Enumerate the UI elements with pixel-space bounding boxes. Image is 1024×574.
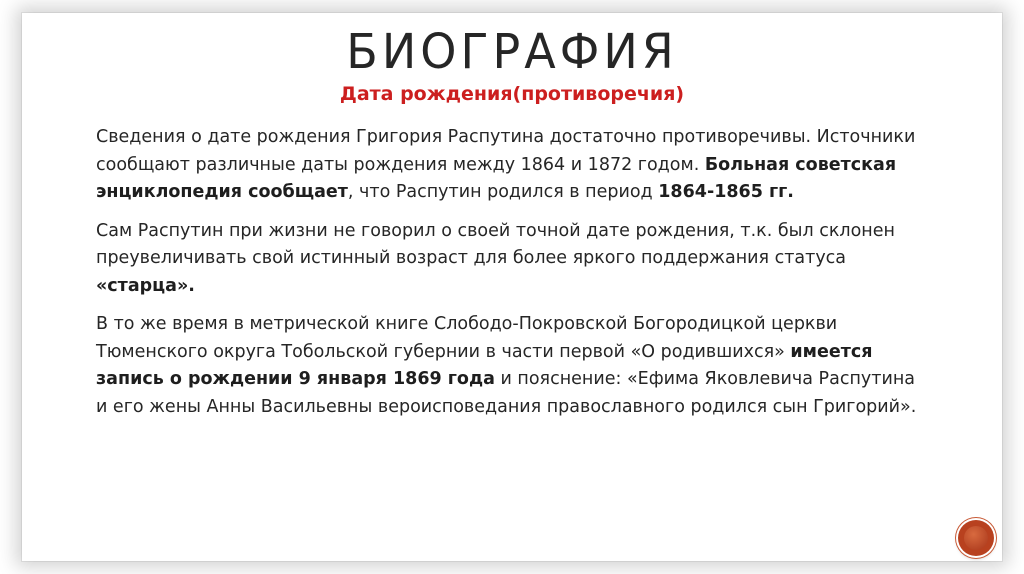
paragraph-2-bold-1: «старца». — [96, 275, 195, 296]
paragraph-3-text-2: и пояснение: «Ефима Яковлевича Распутина и его жены Анны Васильевны вероисповедания православного родился сын Григорий». — [96, 369, 917, 417]
paragraph-1-text-2: , что Распутин родился в период — [347, 182, 659, 202]
paragraph-3-bold-1: имеется запись о рождении 9 января 1869 года — [96, 341, 873, 389]
paragraph-1 — [96, 124, 926, 207]
slide-body — [96, 124, 926, 432]
circle-nav-icon[interactable] — [958, 520, 994, 556]
slide-title: БИОГРАФИЯ — [346, 22, 678, 80]
paragraph-2-text-1: Сам Распутин при жизни не говорил о своей точной дате рождения, т.к. был склонен преувеличивать свой истинный возраст для более яркого поддержания статуса — [96, 220, 895, 268]
paragraph-3-text-1: В то же время в метрической книге Слободо-Покровской Богородицкой церкви Тюменского округа Тобольской губернии в части первой «О родившихся» — [96, 314, 838, 362]
slide-subtitle: Дата рождения(противоречия) — [339, 83, 685, 105]
paragraph-2 — [96, 218, 926, 301]
paragraph-1-text-1: Сведения о дате рождения Григория Распутина достаточно противоречивы. Источники сообщают различные даты рождения между 1864 и 1872 годом. — [96, 127, 916, 175]
paragraph-1-bold-2: 1864-1865 гг. — [658, 182, 794, 202]
paragraph-3 — [96, 311, 926, 421]
paragraph-1-bold-1: Больная советская энциклопедия сообщает — [96, 154, 897, 202]
